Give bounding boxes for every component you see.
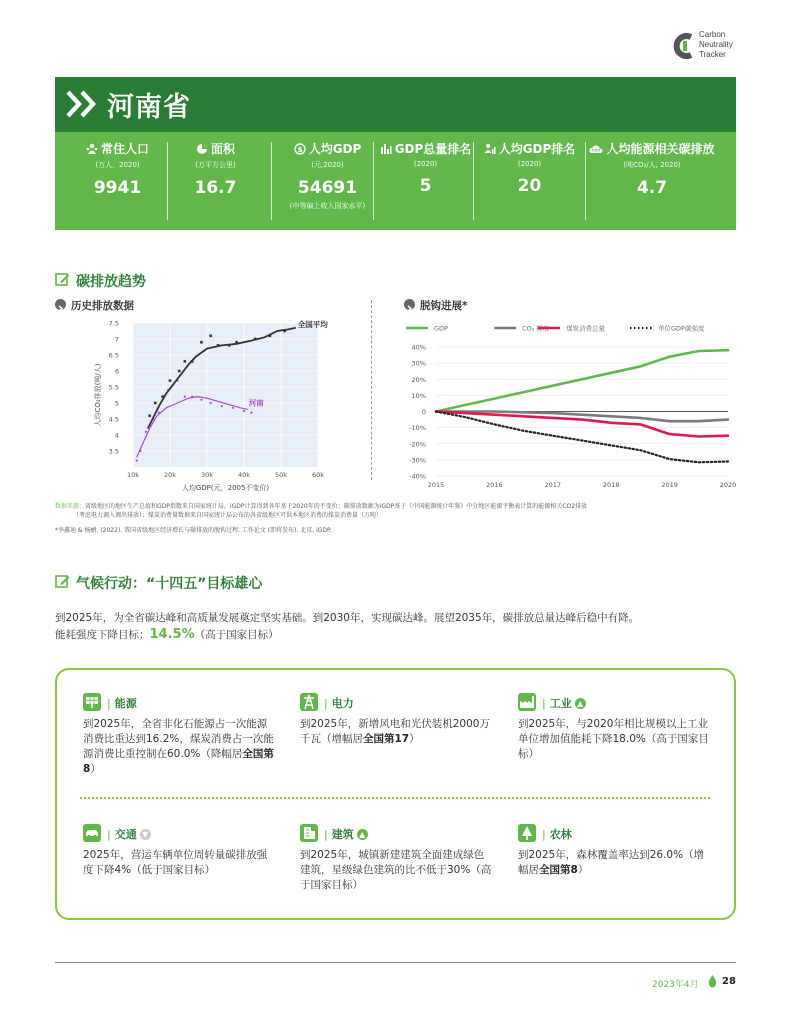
svg-text:$: $ (297, 145, 303, 154)
target-title-transport: | 交通 ▼ (105, 826, 151, 842)
stat-title: GDP总量排名 (394, 142, 472, 156)
stat-gdp-per-capita-rank (477, 132, 582, 230)
x-tick-label: 2015 (427, 481, 445, 489)
y-tick-label: 4.5 (108, 415, 119, 424)
footer-date: 2023年4月 (652, 980, 699, 990)
power-tower-icon (300, 693, 318, 711)
y-tick-label: -40% (409, 472, 426, 481)
stat-area (163, 132, 268, 230)
target-text-energy: 到2025年，全省非化石能源占一次能源消费比重达到16.2%，煤炭消费占一次能源消费比重控制在60.0%（降幅居全国第8） (83, 718, 274, 775)
stat-value: 4.7 (636, 178, 668, 198)
scatter-point-henan (232, 407, 234, 409)
x-tick-label: 50k (274, 471, 288, 479)
scatter-point-henan (145, 431, 147, 433)
chevron-bullet-icon (55, 299, 66, 310)
decoupling-chart-title: 脱钩进展* (420, 300, 468, 312)
intensity-label: 能耗强度下降目标： (55, 629, 150, 641)
target-text-agriculture: 到2025年，森林覆盖率达到26.0%（增幅居全国第8） (518, 849, 705, 876)
trend-up-icon: ▲ (575, 698, 586, 709)
logo-c-icon (671, 32, 697, 60)
leaf-drop-icon (708, 975, 717, 988)
section-title-trend: 碳排放趋势 (76, 274, 146, 290)
page-number: 28 (722, 976, 736, 987)
stat-value: 9941 (93, 178, 142, 198)
edit-icon (55, 574, 70, 589)
building-icon (300, 824, 318, 842)
y-tick-label: 6 (114, 367, 119, 376)
target-title-building: | 建筑 ▲ (322, 826, 368, 842)
target-title-industry: | 工业 ▲ (540, 695, 586, 711)
y-tick-label: 7 (114, 335, 119, 344)
decoupling-chart (398, 315, 738, 495)
car-icon (83, 824, 101, 842)
climate-summary: 到2025年，为全省碳达峰和高质量发展奠定坚实基础。到2030年，实现碳达峰。展望2035年，碳排放总量达峰后稳中有降。 (55, 612, 640, 624)
scatter-point-national (154, 402, 157, 405)
series-label-henan: 河南 (248, 398, 264, 408)
x-tick-label: 20k (163, 471, 177, 479)
scatter-point-henan (184, 396, 186, 398)
x-tick-label: 10k (126, 471, 140, 479)
footer-rule (55, 962, 736, 963)
stat-value: 5 (419, 176, 432, 196)
trend-up-icon: ▲ (357, 829, 368, 840)
x-tick-label: 2017 (544, 481, 562, 489)
y-tick-label: 30% (411, 359, 426, 368)
people-icon (86, 143, 98, 155)
y-tick-label: 5 (114, 399, 119, 408)
carbon-neutrality-tracker-logo (671, 30, 781, 66)
stat-value: 20 (517, 176, 542, 196)
scatter-point-henan (136, 460, 138, 462)
stat-per-capita-emission (577, 132, 727, 230)
coin-icon (294, 143, 306, 155)
stat-gdp-per-capita (275, 132, 380, 230)
legend-label: GDP (434, 324, 448, 333)
stat-unit: (2020) (413, 160, 438, 168)
stat-population (65, 132, 170, 230)
province-header (55, 77, 736, 132)
person-rank-icon (484, 143, 496, 155)
target-title-energy: | 能源 (107, 697, 137, 710)
scatter-point-henan (250, 412, 252, 414)
y-tick-label: 20% (411, 375, 426, 384)
logo-line-3: Tracker (699, 50, 726, 59)
stat-unit: (万平方公里) (195, 161, 236, 169)
scatter-point-henan (243, 410, 245, 412)
y-tick-label: 5.5 (108, 383, 119, 392)
intensity-note: （高于国家目标） (194, 629, 279, 641)
bar-chart-icon (380, 143, 392, 155)
intensity-target (55, 627, 279, 642)
y-tick-label: -20% (409, 440, 426, 449)
target-text-power: 到2025年，新增风电和光伏装机2000万千瓦（增幅居全国第17） (300, 718, 490, 745)
stat-value: 16.7 (194, 178, 237, 198)
series-label-national: 全国平均 (297, 319, 328, 329)
stat-unit: (2020) (517, 160, 542, 168)
y-tick-label: 7.5 (108, 319, 119, 328)
section-title-climate: 气候行动：“十四五”目标雄心 (76, 576, 263, 592)
x-tick-label: 2020 (719, 481, 737, 489)
stat-unit: (元,2020) (311, 161, 344, 169)
logo-line-1: Carbon (699, 30, 726, 39)
stat-title: 人均GDP (308, 142, 362, 156)
scatter-point-henan (221, 405, 223, 407)
history-emission-chart (88, 315, 338, 495)
reference-note: *李鑫迪 & 杨鹂. (2022). 我国省级地区经济增长与碳排放的脱钩过程. 工作论文 (即将发布). 北京, iGDP. (55, 527, 332, 534)
stat-title: 面积 (210, 142, 235, 156)
factory-icon (518, 693, 536, 711)
pie-icon (196, 143, 208, 155)
trend-down-icon: ▼ (140, 829, 151, 840)
y-tick-label: 0 (421, 408, 426, 416)
y-tick-label: 40% (411, 343, 426, 352)
stat-unit: (万人，2020) (95, 161, 140, 169)
history-chart-title: 历史排放数据 (71, 300, 134, 312)
stat-gdp-rank (373, 132, 478, 230)
source-line-1: 省级地区的地区生产总值和GDP指数来自国家统计局，iGDP计算得到各年基于2020年的不变价；碳排放数据为iGDP基于《中国能源统计年鉴》中分地区能源平衡表计算的能源相关CO2排放 (85, 503, 588, 510)
chart-divider (371, 300, 372, 480)
solar-panel-icon (83, 693, 101, 711)
source-label: 数据来源： (55, 503, 86, 510)
x-tick-label: 2016 (486, 481, 503, 489)
stat-title: 人均GDP排名 (498, 142, 576, 156)
x-tick-label: 2019 (661, 481, 678, 489)
scatter-point-henan (210, 402, 212, 404)
tree-icon (518, 824, 536, 842)
legend-label: CO₂ 排放 (522, 324, 550, 333)
logo-line-2: Neutrality (699, 40, 733, 49)
series-line (436, 350, 728, 411)
target-title-power: | 电力 (324, 697, 354, 710)
x-tick-label: 60k (311, 471, 325, 479)
y-tick-label: -10% (409, 424, 426, 433)
x-axis-label: 人均GDP(元，2005不变价) (181, 484, 270, 492)
panel-divider (80, 797, 710, 799)
target-text-building: 到2025年，城镇新建建筑全面建成绿色建筑，星级绿色建筑的比不低于30%（高于国家目标） (300, 849, 492, 891)
scatter-point-henan (200, 399, 202, 401)
stat-title: 常住人口 (100, 142, 149, 156)
data-source-note (55, 502, 745, 535)
chevron-bullet-icon (404, 299, 415, 310)
x-tick-label: 30k (200, 471, 214, 479)
key-stats-bar (55, 132, 736, 230)
y-tick-label: 4 (114, 431, 119, 440)
y-tick-label: 6.5 (108, 351, 119, 360)
scatter-point-national (169, 379, 172, 382)
stat-note: (中等偏上收入国家水平) (289, 202, 366, 210)
x-tick-label: 40k (237, 471, 251, 479)
svg-text:CO2: CO2 (592, 148, 601, 153)
scatter-point-national (209, 335, 212, 338)
intensity-value: 14.5% (149, 627, 195, 642)
province-title: 河南省 (107, 92, 191, 123)
scatter-point-national (184, 360, 187, 363)
scatter-point-national (148, 415, 151, 418)
stat-title: 人均能源相关碳排放 (606, 142, 715, 156)
stat-unit: (吨CO₂/人, 2020) (623, 161, 681, 169)
source-line-2: （考虑电力调入调出排放）；煤炭消费量数据来自国家统计局公布的各省级地区可供本地区消费的煤炭消费量（万吨） (73, 512, 383, 519)
y-tick-label: -30% (409, 456, 426, 465)
stat-value: 54691 (297, 178, 358, 198)
y-tick-label: 3.5 (108, 447, 119, 456)
x-tick-label: 2018 (602, 481, 620, 489)
double-chevron-icon (65, 89, 99, 119)
co2-cloud-icon (589, 143, 603, 155)
legend-label: 单位GDP碳强度 (658, 324, 705, 333)
target-text-transport: 2025年，营运车辆单位周转量碳排放强度下降4%（低于国家目标） (83, 849, 268, 876)
target-title-agriculture: | 农林 (542, 828, 572, 841)
legend-label: 煤炭消费总量 (566, 324, 605, 333)
y-axis-label: 人均CO₂排放(吨/人) (94, 363, 102, 427)
scatter-point-national (200, 341, 203, 344)
target-text-industry: 到2025年，与2020年相比规模以上工业单位增加值能耗下降18.0%（高于国家目标） (518, 718, 709, 760)
scatter-point-national (178, 370, 181, 373)
y-tick-label: 10% (411, 391, 426, 400)
edit-icon (55, 272, 70, 287)
